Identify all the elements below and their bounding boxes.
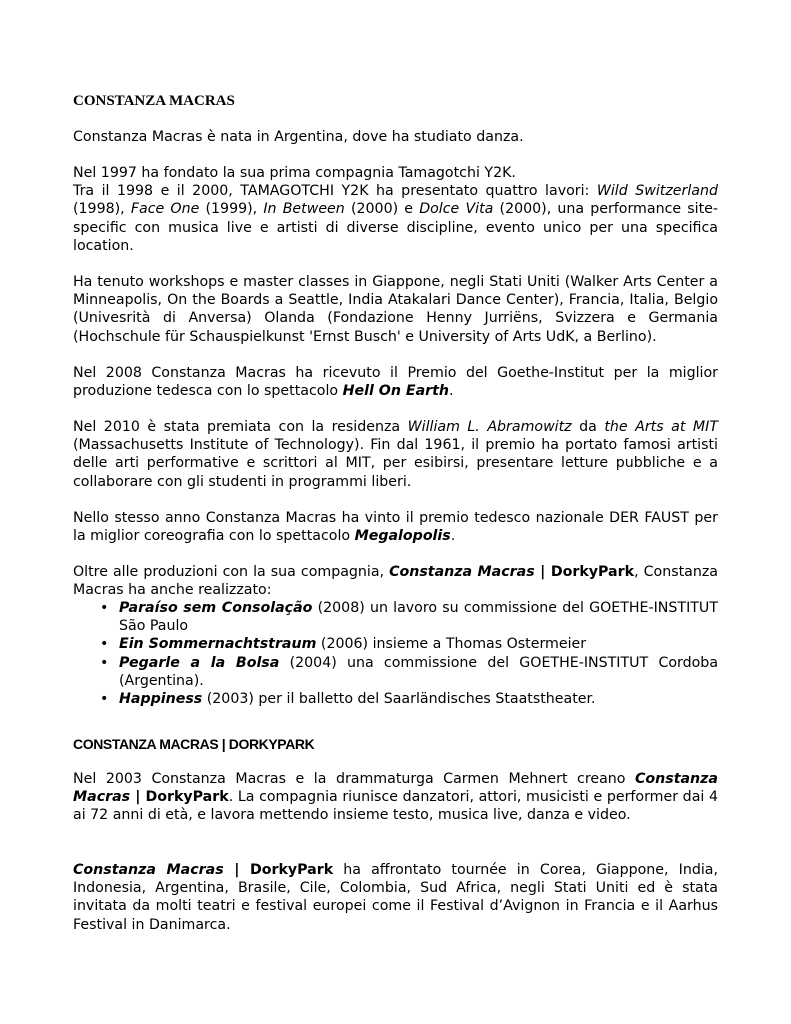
paragraph-tours: Constanza Macras | DorkyPark ha affrontato tournée in Corea, Giappone, India, Indonesia, Argentina, Brasile, Cile, Colombia, Sud Africa, negli Stati Uniti ed è stata invitata da molti teatri e festival europei come il Festival d’Avignon in Francia e il Aarhus Festival in Danimarca.: [73, 862, 718, 933]
institution-name: the Arts at MIT: [604, 419, 718, 435]
work-title: Hell On Earth: [342, 383, 450, 400]
company-name: Constanza Macras: [389, 564, 535, 580]
company-name: DorkyPark: [249, 862, 334, 878]
company-name: DorkyPark: [145, 789, 229, 806]
work-title: Pegarle a la Bolsa: [119, 654, 280, 671]
page-title: CONSTANZA MACRAS: [73, 93, 235, 109]
paragraph-company-creation: Nel 2003 Constanza Macras e la drammaturga Carmen Mehnert creano Constanza Macras | DorkyPark. La compagnia riunisce danzatori, attori, musicisti e performer dai 4 ai 72 anni di età, e lavora mettendo insieme testo, musica live, danza e video.: [73, 771, 718, 824]
productions-list: [73, 599, 718, 708]
paragraph-workshops: Ha tenuto workshops e master classes in Giappone, negli Stati Uniti (Walker Arts Center a Minneapolis, On the Boards a Seattle, India Atakalari Dance Center), Francia, Italia, Belgio (Univesrità di Anversa) Olanda (Fondazione Henny Jurriëns, Svizzera e Germania (Hochschule für Schauspielkunst 'Ernst Busch' e University of Arts UdK, a Berlino).: [73, 274, 718, 345]
company-name: Constanza Macras: [73, 771, 718, 806]
work-title: Wild Switzerland: [596, 183, 718, 200]
paragraph-mit-residency: Nel 2010 è stata premiata con la residenza William L. Abramowitz da the Arts at MIT (Massachusetts Institute of Technology). Fin dal 1961, il premio ha portato famosi artisti delle arti performative e scrittori al MIT, per esibirsi, presentare letture pubbliche e a collaborare con gli studenti in programmi liberi.: [73, 419, 718, 490]
work-title: Ein Sommernachtstraum: [119, 636, 317, 653]
work-title: Megalopolis: [354, 528, 451, 545]
list-item: • Happiness (2003) per il balletto del Saarländisches Staatstheater.: [73, 690, 718, 708]
work-title: Paraíso sem Consolação: [119, 600, 313, 616]
residency-name: William L. Abramowitz: [407, 419, 572, 435]
paragraph-faust-prize: Nello stesso anno Constanza Macras ha vinto il premio tedesco nazionale DER FAUST per la miglior coreografia con lo spettacolo Megalopolis.: [73, 510, 718, 545]
work-title: Dolce Vita: [419, 201, 494, 218]
founding-line: Nel 1997 ha fondato la sua prima compagnia Tamagotchi Y2K.: [73, 165, 516, 181]
work-title: Happiness: [119, 691, 203, 708]
work-title: In Between: [263, 201, 345, 218]
paragraph-company-founding: Nel 1997 ha fondato la sua prima compagnia Tamagotchi Y2K. Tra il 1998 e il 2000, TAMAGOTCHI Y2K ha presentato quattro lavori: Wild Switzerland (1998), Face One (1999), In Between (2000) e Dolce Vita (2000), una performance site-specific con musica live e artisti di diverse discipline, evento unico per una specifica location.: [73, 165, 719, 254]
list-item: • Pegarle a la Bolsa (2004) una commissione del GOETHE-INSTITUT Cordoba (Argentina).: [73, 654, 718, 690]
paragraph-other-productions: Oltre alle produzioni con la sua compagnia, Constanza Macras | DorkyPark, Constanza Macras ha anche realizzato:: [73, 564, 718, 599]
list-item: • Paraíso sem Consolação (2008) un lavoro su commissione del GOETHE-INSTITUT São Paulo: [73, 599, 718, 635]
company-name: Constanza Macras: [73, 862, 224, 878]
section-heading: CONSTANZA MACRAS | DORKYPARK: [73, 736, 315, 752]
paragraph-goethe-prize: Nel 2008 Constanza Macras ha ricevuto il Premio del Goethe-Institut per la miglior produzione tedesca con lo spettacolo Hell On Earth.: [73, 365, 718, 400]
paragraph-birth: Constanza Macras è nata in Argentina, dove ha studiato danza.: [73, 129, 524, 145]
company-name: DorkyPark: [550, 564, 635, 580]
list-item: • Ein Sommernachtstraum (2006) insieme a Thomas Ostermeier: [73, 635, 718, 653]
work-title: Face One: [130, 201, 200, 218]
